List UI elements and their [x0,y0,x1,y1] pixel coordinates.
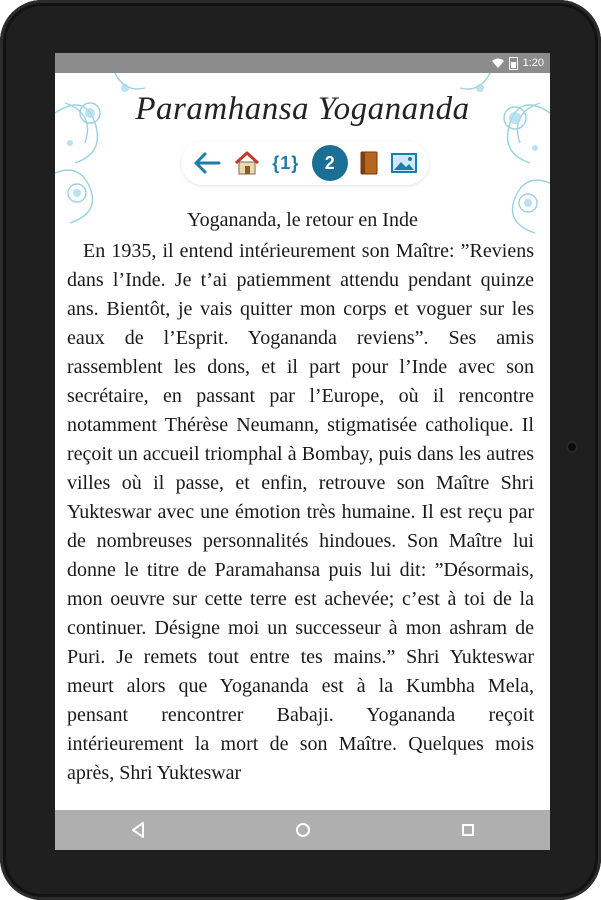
book-icon [360,151,378,175]
screen [55,53,550,850]
home-button[interactable] [234,147,260,179]
nav-recents-icon [461,823,475,837]
page-1-link[interactable]: {1} [272,152,300,173]
nav-home-button[interactable] [283,815,323,845]
image-icon [391,153,417,173]
status-time: 1:20 [522,57,544,69]
battery-icon [509,57,518,70]
arrow-left-icon [193,152,221,174]
system-navigation-bar [55,810,550,850]
gallery-button[interactable] [391,147,417,179]
nav-back-button[interactable] [118,815,158,845]
front-camera [566,441,578,453]
nav-back-icon [131,822,145,838]
wifi-icon [492,58,504,68]
current-page-badge: 2 [312,145,348,181]
status-bar [55,53,550,73]
book-button[interactable] [360,147,378,179]
nav-home-icon [295,822,311,838]
chapter-title: Yogananda, le retour en Inde [187,209,418,231]
back-button[interactable] [193,147,221,179]
app-title: Paramhansa Yogananda [135,91,470,127]
navigation-toolbar [181,141,429,185]
house-icon [234,151,260,175]
page-2-current[interactable] [312,147,348,179]
chapter-body-text: En 1935, il entend intérieurement son Maître: ”Reviens dans l’Inde. Je t’ai patiemment attendu pendant quinze ans. Bientôt, je vais quitter mon corps et voguer sur les eaux de l’Esprit. Yogananda reviens”. Ses amis rassemblent les dons, et il part pour l’Inde avec son secrétaire, en passant par l’Europe, où il rencontre notamment Thérèse Neumann, stigmatisée catholique. Il reçoit un accueil triomphal à Bombay, puis dans les autres villes où il passe, et enfin, retrouve son Maître Shri Yukteswar avec une émotion très humaine. Il est reçu par de nombreuses personnalités hindoues. Son Maître lui donne le titre de Paramahansa puis lui dit: ”Désormais, mon oeuvre sur cette terre est achevée; c’est à toi de la continuer. Désigne moi un successeur à mon ashram de Puri. Je remets tout entre tes mains.” Shri Yukteswar meurt alors que Yogananda est à la Kumbha Mela, pensant rencontrer Babaji. Yogananda reçoit intérieurement la mort de son Maître. Quelques mois après, Shri Yukteswar [67,240,534,784]
status-icons [492,56,544,70]
nav-recents-button[interactable] [448,815,488,845]
